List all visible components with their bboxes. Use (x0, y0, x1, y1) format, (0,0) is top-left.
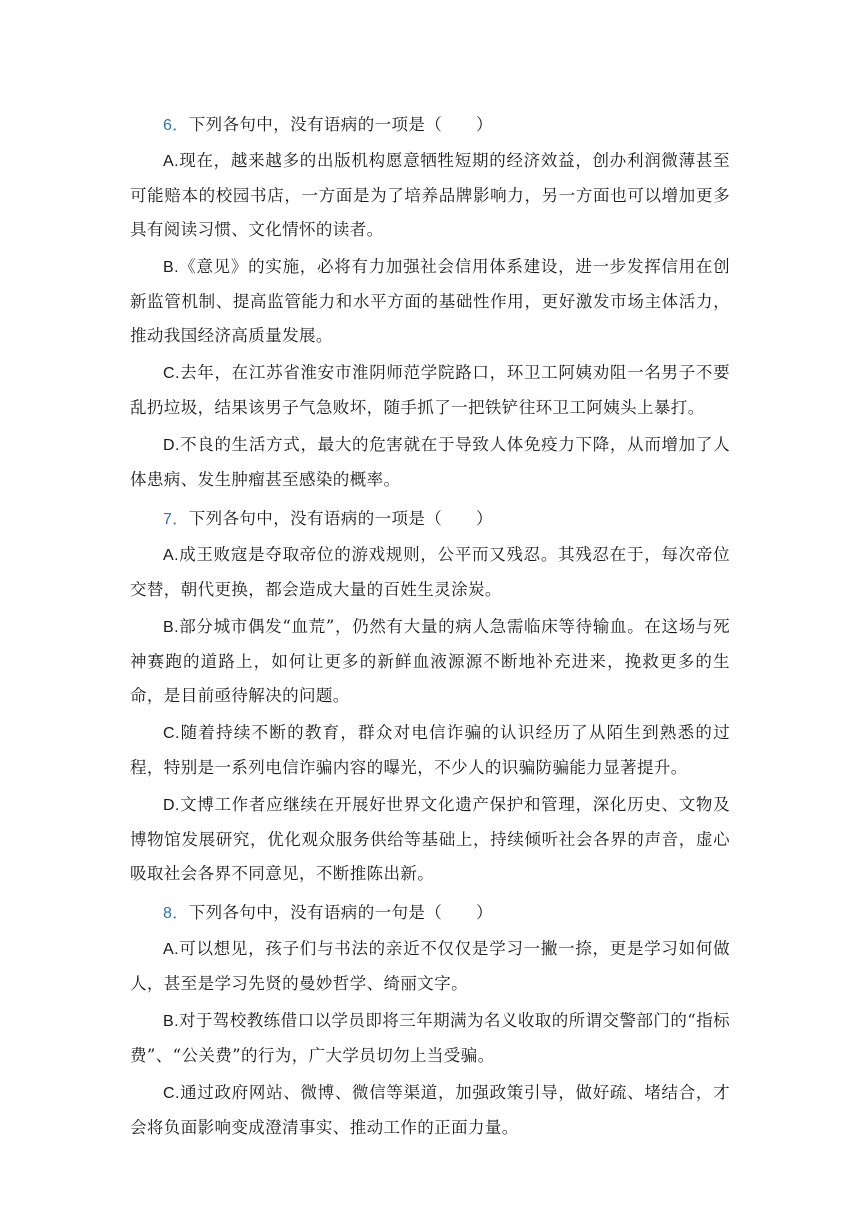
option-letter: A. (163, 153, 179, 170)
option-text: 不良的生活方式，最大的危害就在于导致人体免疫力下降，从而增加了人体患病、发生肿瘤甚至感染的概率。 (130, 435, 730, 489)
question-stem: 下列各句中，没有语病的一项是（ ） (188, 509, 493, 528)
option-text: 可以想见，孩子们与书法的亲近不仅仅是学习一撇一捺，更是学习如何做人，甚至是学习先贤的曼妙哲学、绮丽文字。 (130, 939, 730, 993)
option-text: 成王败寇是夺取帝位的游戏规则，公平而又残忍。其残忍在于，每次帝位交替，朝代更换，都会造成大量的百姓生灵涂炭。 (130, 545, 730, 599)
question-stem: 下列各句中，没有语病的一项是（ ） (188, 115, 493, 134)
option-letter: B. (163, 619, 179, 636)
option-letter: D. (163, 797, 180, 814)
option-letter: B. (163, 259, 179, 276)
option-c (130, 356, 730, 425)
question-7 (130, 500, 730, 891)
question-6 (130, 106, 730, 497)
option-b (130, 250, 730, 353)
option-c (130, 716, 730, 785)
option-text: 文博工作者应继续在开展好世界文化遗产保护和管理，深化历史、文物及博物馆发展研究，优化观众服务供给等基础上，持续倾听社会各界的声音，虚心吸取社会各界不同意见，不断推陈出新。 (130, 795, 730, 883)
option-text: 部分城市偶发“血荒”，仍然有大量的病人急需临床等待输血。在这场与死神赛跑的道路上，如何让更多的新鲜血液源源不断地补充进来，挽救更多的生命，是目前亟待解决的问题。 (130, 617, 730, 705)
question-stem: 下列各句中，没有语病的一句是（ ） (188, 903, 493, 922)
option-a (130, 538, 730, 607)
option-letter: B. (163, 1013, 179, 1030)
option-letter: C. (163, 725, 180, 742)
option-text: 通过政府网站、微博、微信等渠道，加强政策引导，做好疏、堵结合，才会将负面影响变成澄清事实、推动工作的正面力量。 (130, 1083, 730, 1137)
option-text: 现在，越来越多的出版机构愿意牺牲短期的经济效益，创办利润微薄甚至可能赔本的校园书店，一方面是为了培养品牌影响力，另一方面也可以增加更多具有阅读习惯、文化情怀的读者。 (130, 151, 730, 239)
option-d (130, 788, 730, 891)
option-letter: C. (163, 1085, 180, 1102)
option-c (130, 1076, 730, 1145)
option-b (130, 610, 730, 713)
option-d (130, 428, 730, 497)
option-text: 《意见》的实施，必将有力加强社会信用体系建设，进一步发挥信用在创新监管机制、提高监管能力和水平方面的基础性作用，更好激发市场主体活力，推动我国经济高质量发展。 (130, 257, 730, 345)
option-a (130, 932, 730, 1001)
option-b (130, 1004, 730, 1073)
option-text: 去年，在江苏省淮安市淮阴师范学院路口，环卫工阿姨劝阻一名男子不要乱扔垃圾，结果该男子气急败坏，随手抓了一把铁铲往环卫工阿姨头上暴打。 (130, 363, 730, 417)
option-text: 对于驾校教练借口以学员即将三年期满为名义收取的所谓交警部门的“指标费”、“公关费”的行为，广大学员切勿上当受骗。 (130, 1011, 730, 1065)
option-letter: A. (163, 941, 179, 958)
option-a (130, 144, 730, 247)
option-text: 随着持续不断的教育，群众对电信诈骗的认识经历了从陌生到熟悉的过程，特别是一系列电信诈骗内容的曝光，不少人的识骗防骗能力显著提升。 (130, 723, 730, 777)
question-header (130, 894, 730, 932)
question-header (130, 106, 730, 144)
question-number: 7． (163, 511, 189, 528)
document-content (130, 106, 730, 1148)
question-number: 8． (163, 905, 189, 922)
option-letter: C. (163, 365, 180, 382)
option-letter: A. (163, 547, 179, 564)
question-header (130, 500, 730, 538)
question-number: 6． (163, 117, 189, 134)
option-letter: D. (163, 437, 180, 454)
question-8 (130, 894, 730, 1145)
